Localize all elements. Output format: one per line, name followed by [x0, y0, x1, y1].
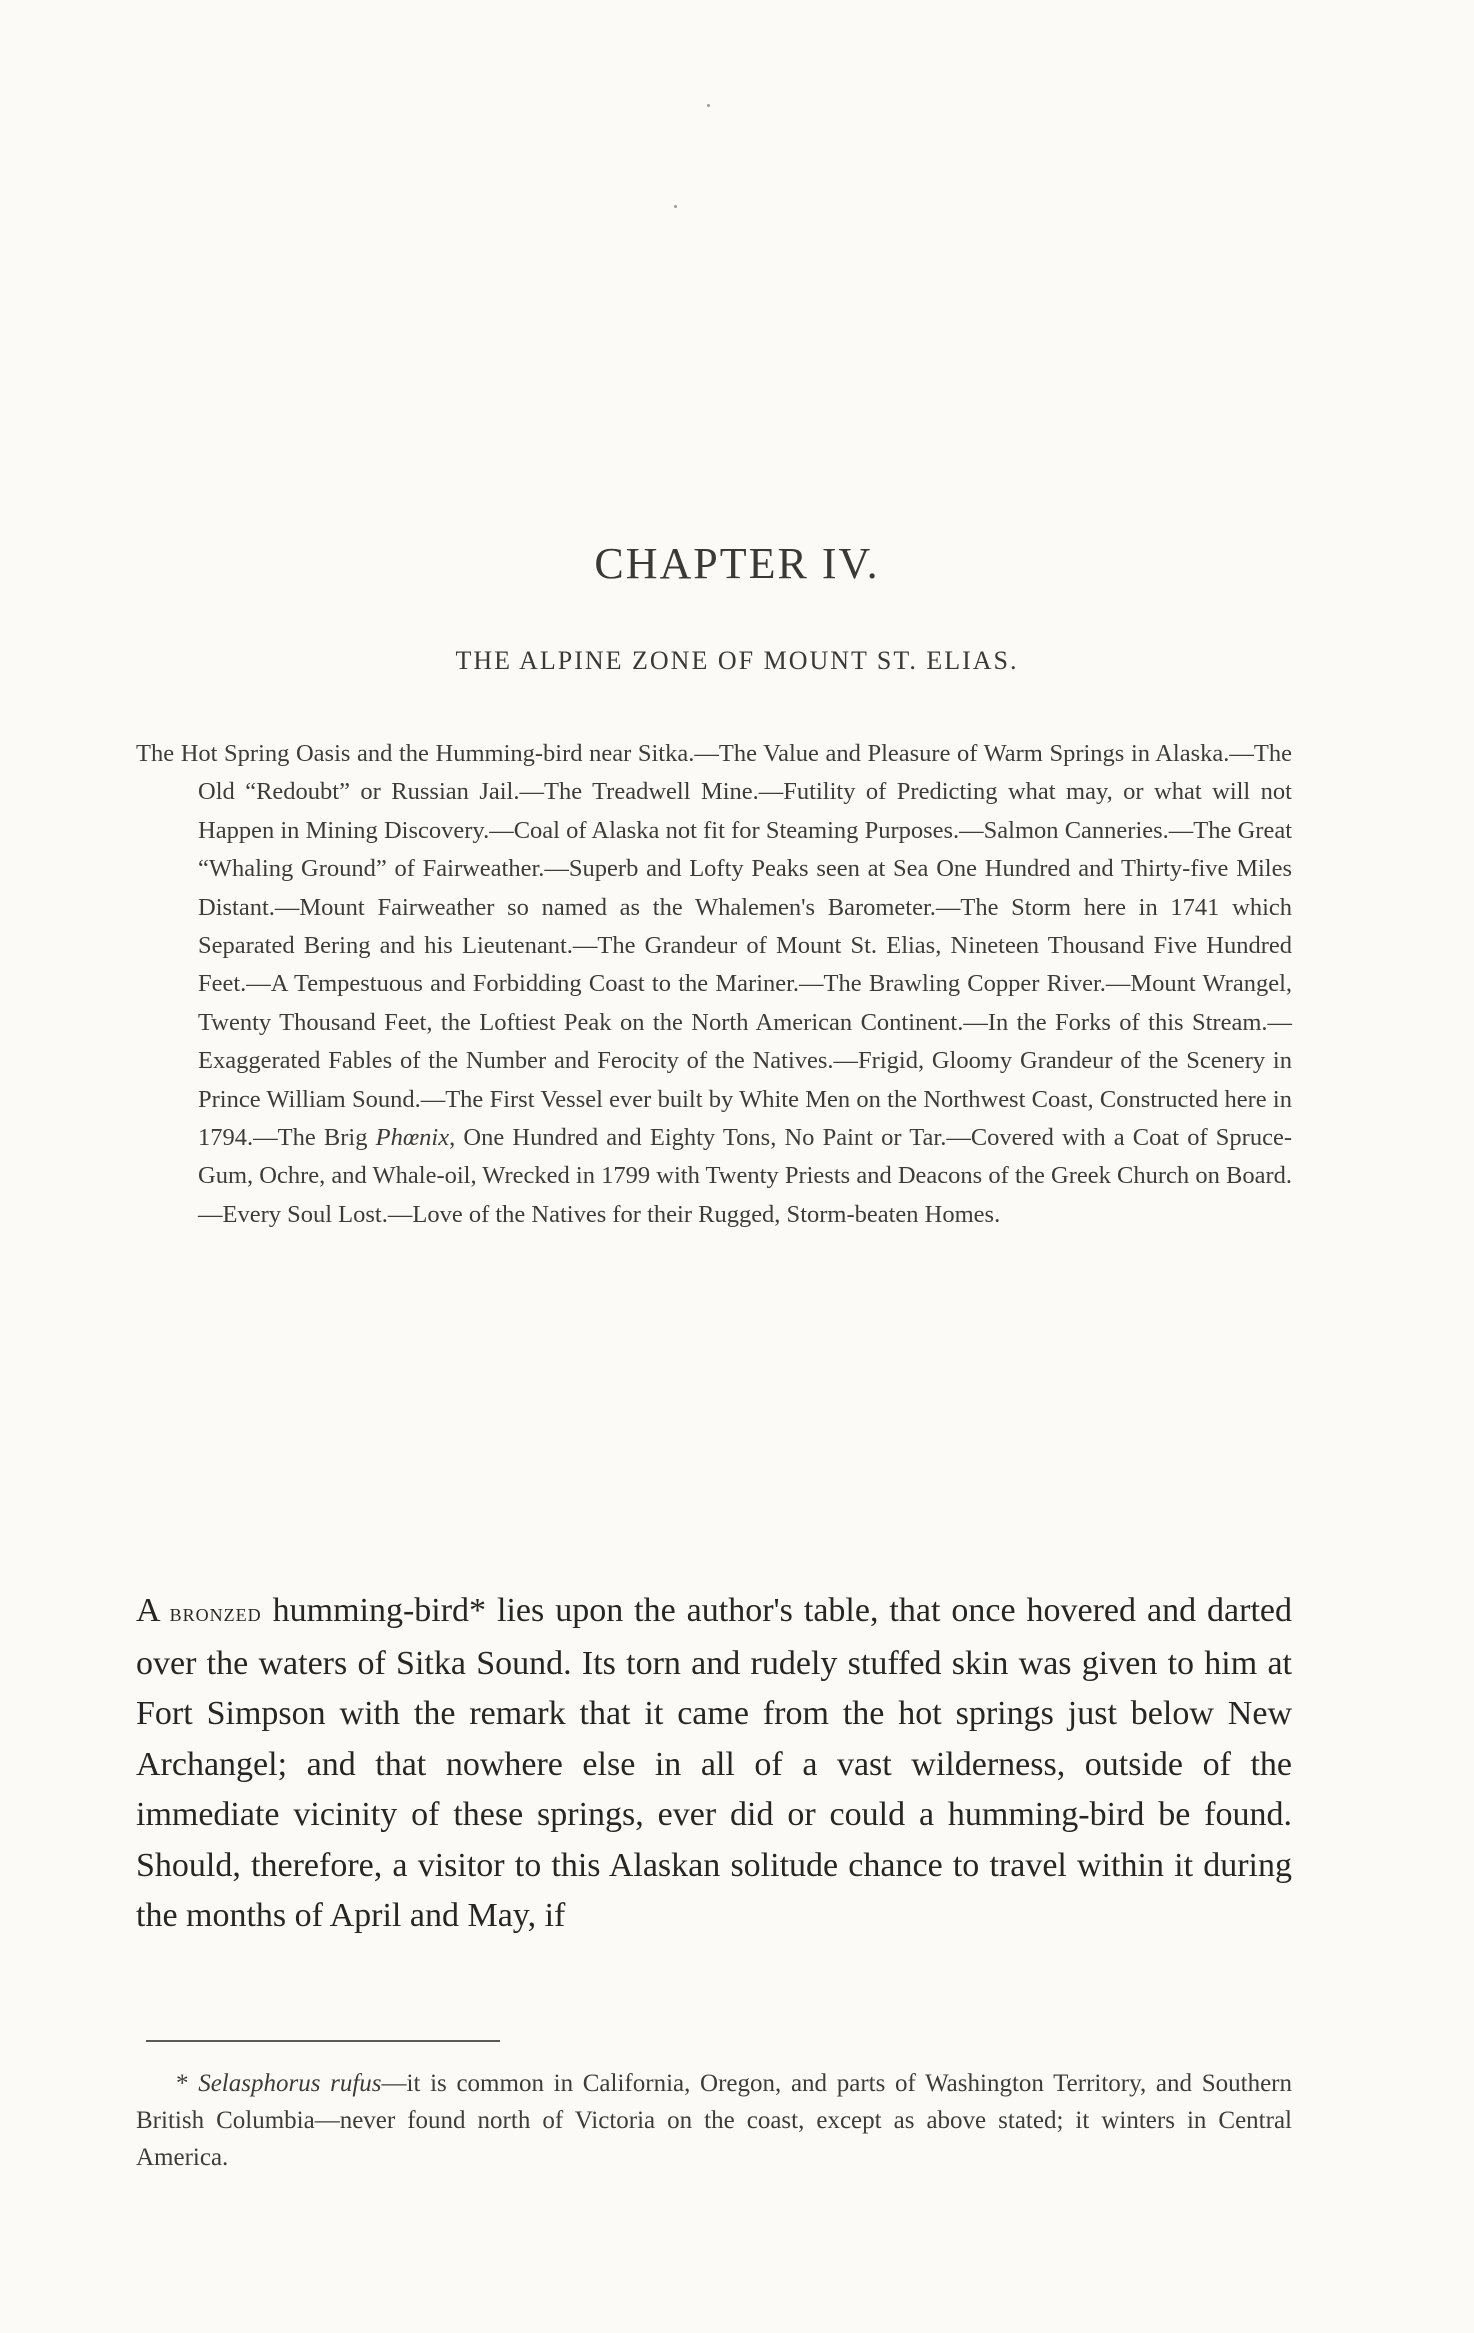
synopsis-text-part1: —The Value and Pleasure of Warm Springs in Alaska.—The Old “Redoubt” or Russian Jail.—The Treadwell Mine.—Futility of Predicting what may, or what will not Happen in Mining Discovery.—Coal of Alaska not fit for Steaming Purposes.—Salmon Canneries.—The Great “Whaling Ground” of Fairweather.—Superb and Lofty Peaks seen at Sea One Hundred and Thirty-five Miles Distant.—Mount Fairweather so named as the Whalemen's Barometer.—The Storm here in 1741 which Separated Bering and his Lieutenant.—The Grandeur of Mount St. Elias, Nineteen Thousand Five Hundred Feet.—A Tempestuous and Forbidding Coast to the Mariner.—The Brawling Copper River.—Mount Wrangel, Twenty Thousand Feet, the Loftiest Peak on the North American Continent.—In the Forks of this Stream.—Exaggerated Fables of the Number and Ferocity of the Natives.—Frigid, Gloomy Grandeur of the Scenery in Prince William Sound.—The First Vessel ever built by White Men on the Northwest Coast, Constructed here in 1794.—The Brig [198, 740, 1292, 1152]
opening-word: A [136, 1592, 159, 1629]
footnote-text: —it is common in California, Oregon, and parts of Washington Territory, and Southern British Columbia—never found north of Victoria on the coast, except as above stated; it winters in Central America. [136, 2070, 1292, 2171]
footnote-rule [146, 2040, 500, 2042]
synopsis-text-part2: , One Hundred and Eighty Tons, No Paint or Tar.—Covered with a Coat of Spruce-Gum, Ochre, and Whale-oil, Wrecked in 1799 with Twenty Priests and Deacons of the Greek Church on Board.—Every Soul Lost.—Love of the Natives for their Rugged, Storm-beaten Homes. [198, 1124, 1292, 1228]
footnote [136, 2065, 1292, 2176]
small-caps-word: bronzed [169, 1598, 262, 1627]
body-paragraph [136, 1586, 1292, 1942]
paper-speck [674, 205, 677, 208]
paper-speck [707, 104, 710, 107]
body-text: humming-bird* lies upon the author's table, that once hovered and darted over the waters of Sitka Sound. Its torn and rudely stuffed skin was given to him at Fort Simpson with the remark that it came from the hot springs just below New Archangel; and that nowhere else in all of a vast wilderness, outside of the immediate vicinity of these springs, ever did or could a humming-bird be found. Should, therefore, a visitor to this Alaskan solitude chance to travel within it during the months of April and May, if [136, 1592, 1292, 1934]
chapter-synopsis [136, 735, 1292, 1234]
synopsis-lead: The Hot Spring Oasis and the Humming-bird near Sitka. [136, 740, 695, 767]
ship-name: Phœnix [375, 1124, 450, 1152]
footnote-species: Selasphorus rufus [198, 2070, 382, 2097]
footnote-marker: * [176, 2070, 199, 2097]
chapter-title: CHAPTER IV. [594, 539, 880, 588]
chapter-subtitle: THE ALPINE ZONE OF MOUNT ST. ELIAS. [455, 646, 1019, 675]
